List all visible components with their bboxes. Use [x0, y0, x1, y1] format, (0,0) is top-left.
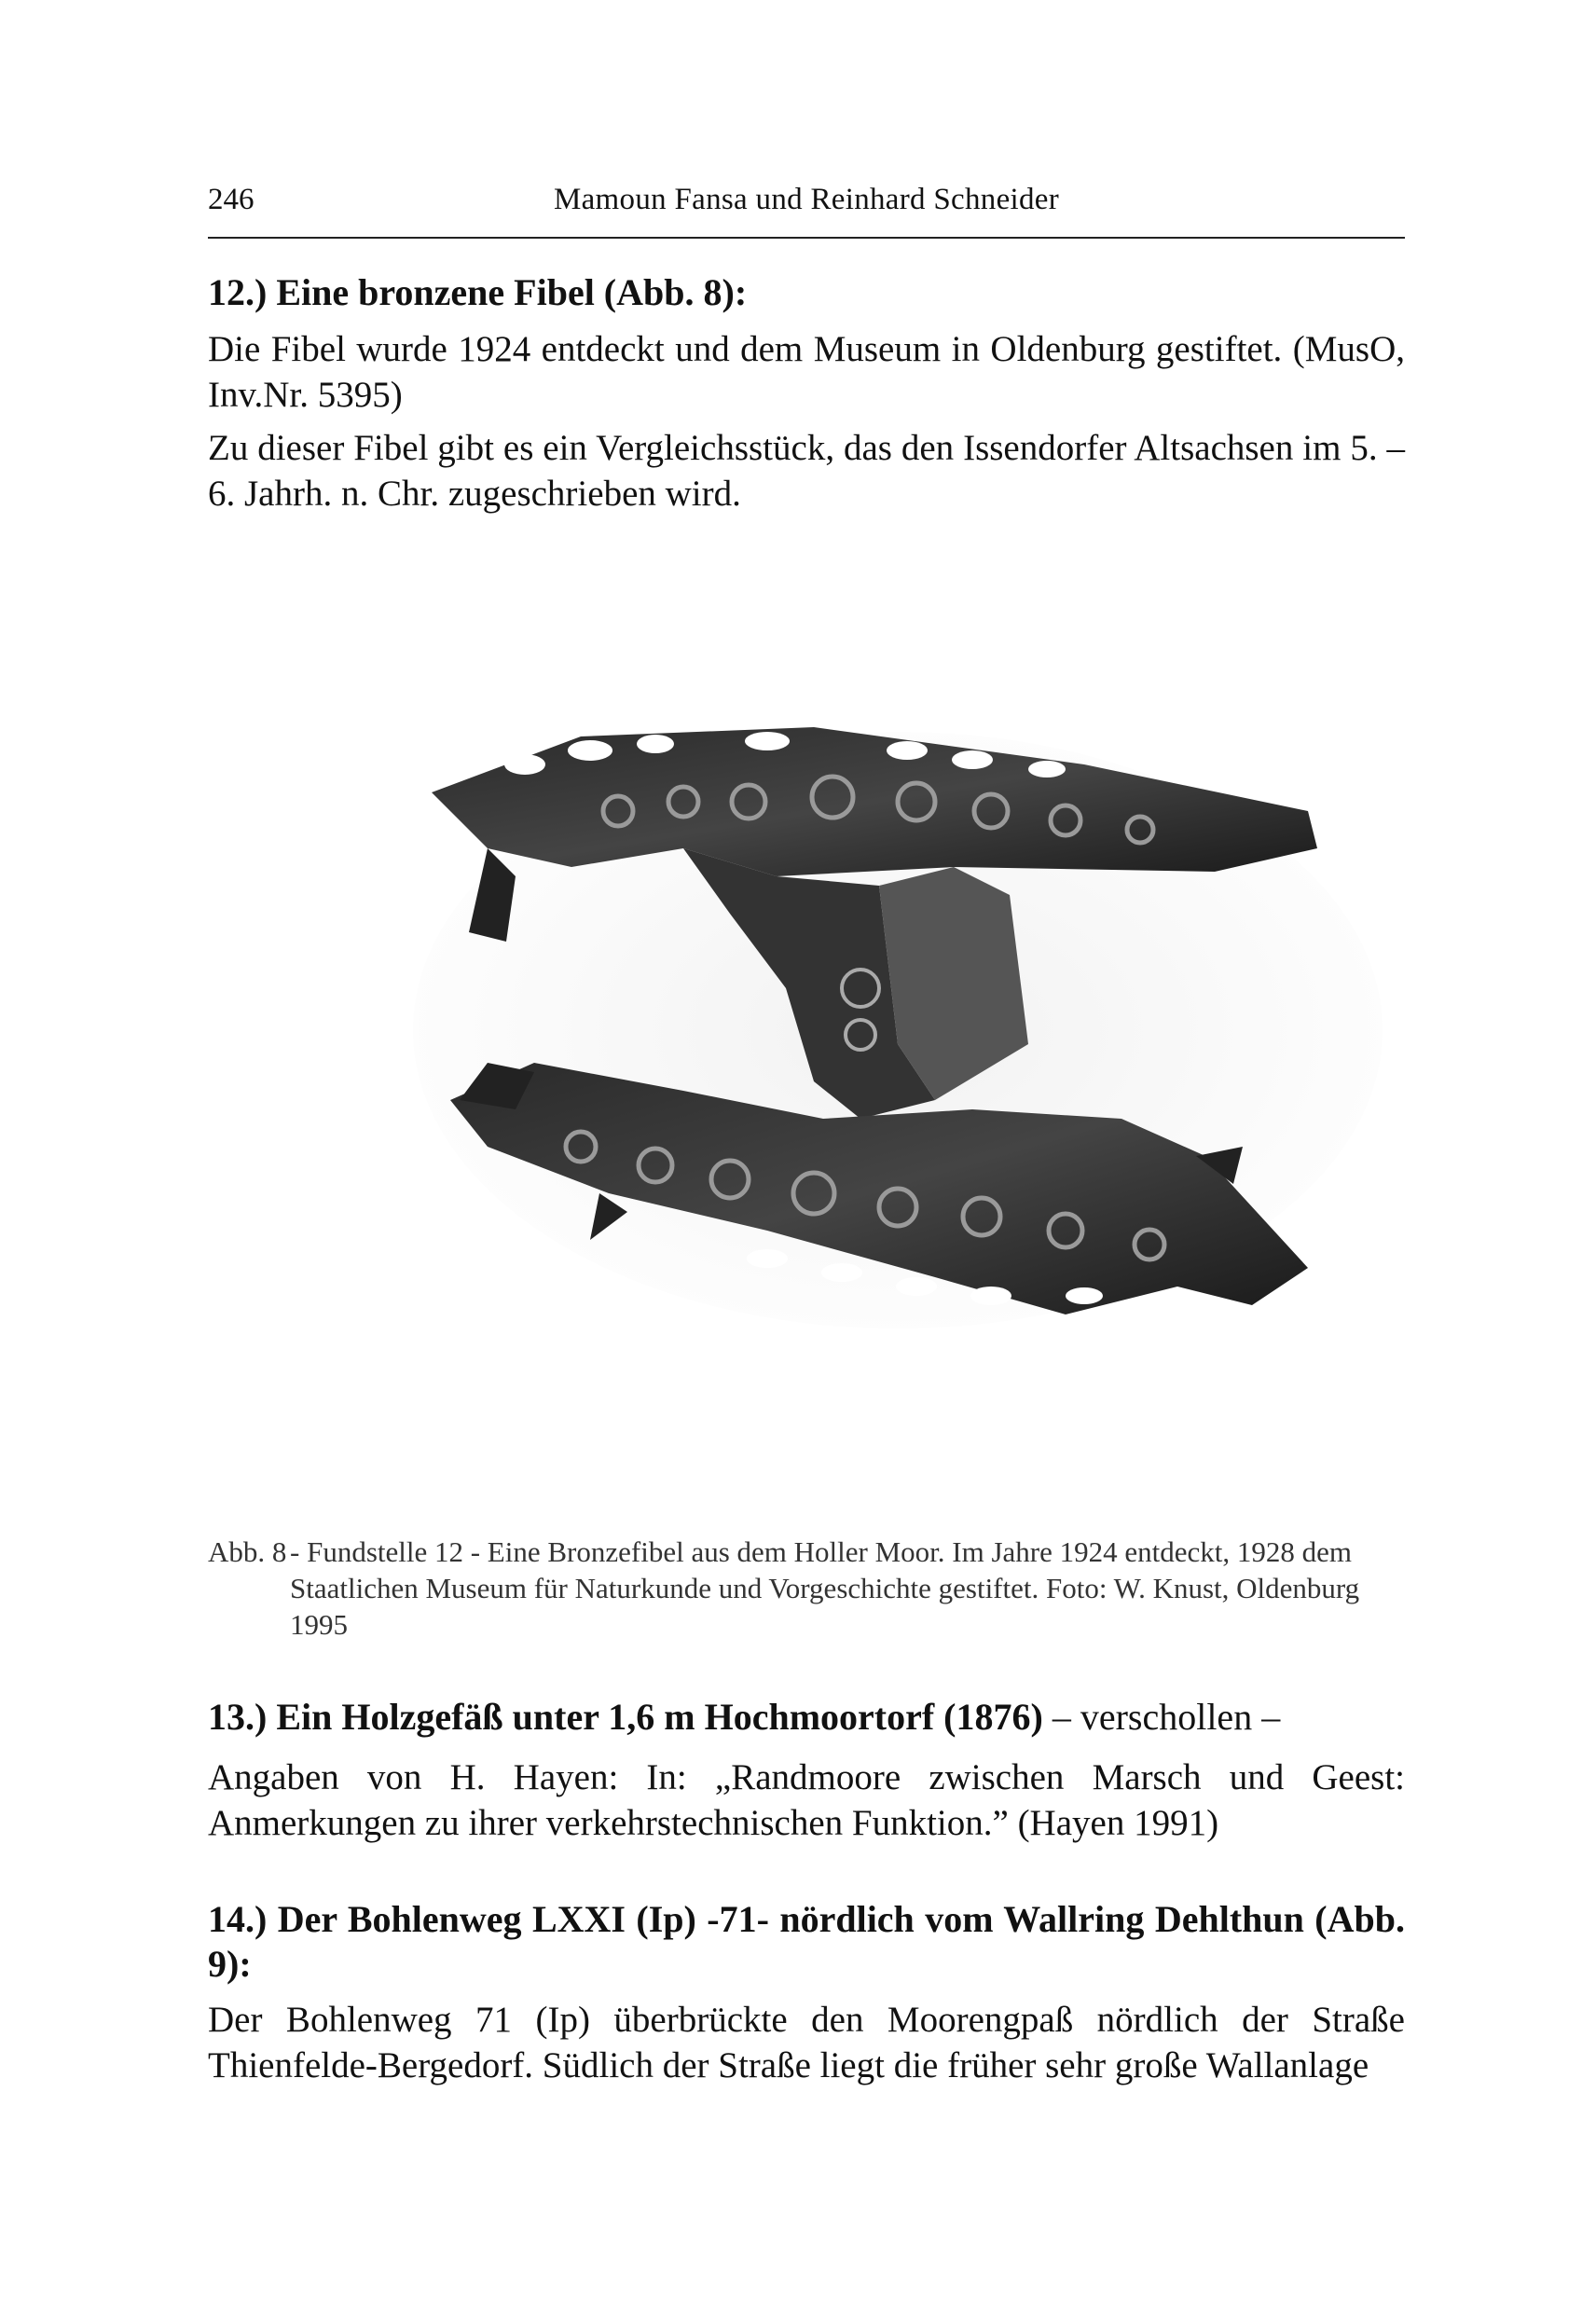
fibula-photograph: [376, 709, 1420, 1352]
section-14-heading: 14.) Der Bohlenweg LXXI (Ip) -71- nördlich vom Wallring Dehlthun (Abb. 9):: [208, 1898, 1405, 1985]
section-12-paragraph-1: Die Fibel wurde 1924 entdeckt und dem Museum in Oldenburg gestiftet. (MusO, Inv.Nr. 5395): [208, 329, 1405, 415]
section-12-paragraph-2: Zu dieser Fibel gibt es ein Vergleichsstück, das den Issendorfer Altsachsen im 5. – 6. Jahrh. n. Chr. zugeschrieben wird.: [208, 428, 1405, 514]
bronze-fibula-image: [376, 709, 1420, 1352]
section-12-heading: 12.) Eine bronzene Fibel (Abb. 8):: [208, 271, 748, 313]
section-13-paragraph-1: Angaben von H. Hayen: In: „Randmoore zwischen Marsch und Geest: Anmerkungen zu ihrer verkehrstechnischen Funktion.” (Hayen 1991): [208, 1757, 1405, 1843]
figure-label: Abb. 8: [208, 1535, 287, 1568]
section-13-heading-main: 13.) Ein Holzgefäß unter 1,6 m Hochmoortorf (1876): [208, 1696, 1043, 1738]
section-13-heading-status: – verschollen –: [1042, 1696, 1281, 1738]
page-header: [208, 183, 1405, 231]
section-13-heading: [208, 1695, 1405, 1739]
section-14-paragraph-1: Der Bohlenweg 71 (Ip) überbrückte den Moorengpaß nördlich der Straße Thienfelde-Bergedorf. Südlich der Straße liegt die früher sehr große Wallanlage: [208, 2000, 1405, 2085]
header-rule: [208, 237, 1405, 239]
running-title: Mamoun Fansa und Reinhard Schneider: [553, 183, 1060, 216]
figure-caption-text: - Fundstelle 12 - Eine Bronzefibel aus dem Holler Moor. Im Jahre 1924 entdeckt, 1928 dem Staatlichen Museum für Naturkunde und Vorgeschichte gestiftet. Foto: W. Knust, Oldenburg 1995: [290, 1535, 1360, 1641]
figure-caption: [208, 1534, 1405, 1643]
page-number: 246: [208, 183, 255, 216]
